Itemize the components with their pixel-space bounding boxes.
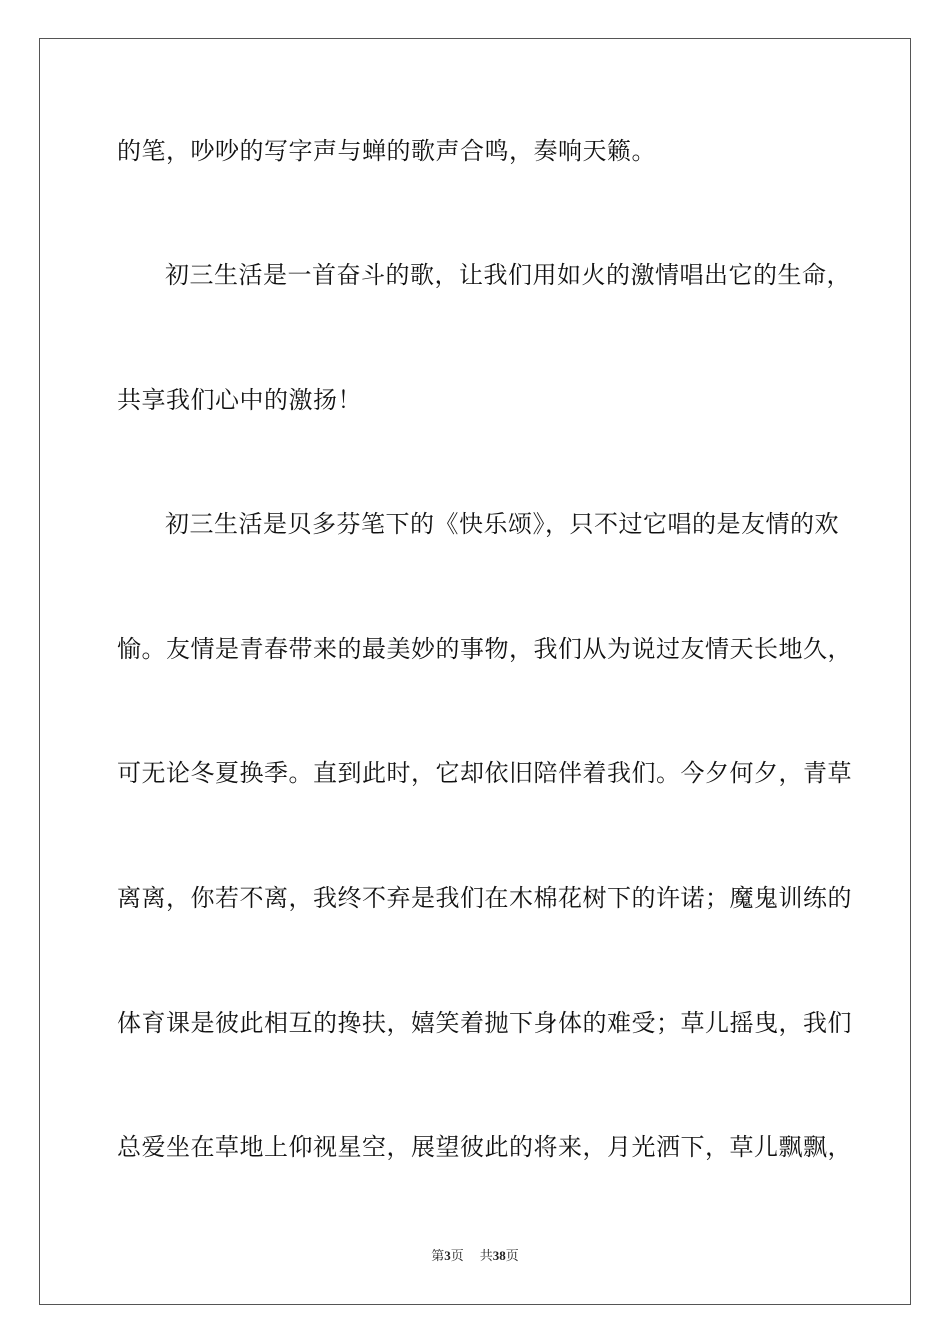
body-line-9: 总爱坐在草地上仰视星空，展望彼此的将来，月光洒下，草儿飘飘，: [117, 1133, 852, 1161]
page-footer: [0, 1247, 950, 1266]
body-line-8: 体育课是彼此相互的搀扶，嬉笑着抛下身体的难受；草儿摇曳，我们: [117, 1009, 852, 1037]
page-frame: [39, 38, 911, 1305]
page-total: 共38页: [479, 1248, 519, 1264]
body-line-7: 离离，你若不离，我终不弃是我们在木棉花树下的许诺；魔鬼训练的: [117, 884, 852, 912]
body-line-5: 愉。友情是青春带来的最美妙的事物，我们从为说过友情天长地久，: [117, 635, 852, 663]
body-line-6: 可无论冬夏换季。直到此时，它却依旧陪伴着我们。今夕何夕，青草: [117, 759, 852, 787]
page-number: 第3页: [431, 1248, 464, 1264]
body-line-2: 初三生活是一首奋斗的歌，让我们用如火的激情唱出它的生命，: [165, 261, 851, 289]
body-line-3: 共享我们心中的激扬！: [117, 386, 362, 414]
body-line-4: 初三生活是贝多芬笔下的《快乐颂》，只不过它唱的是友情的欢: [165, 510, 839, 538]
body-line-1: 的笔，吵吵的写字声与蝉的歌声合鸣，奏响天籁。: [117, 137, 656, 165]
